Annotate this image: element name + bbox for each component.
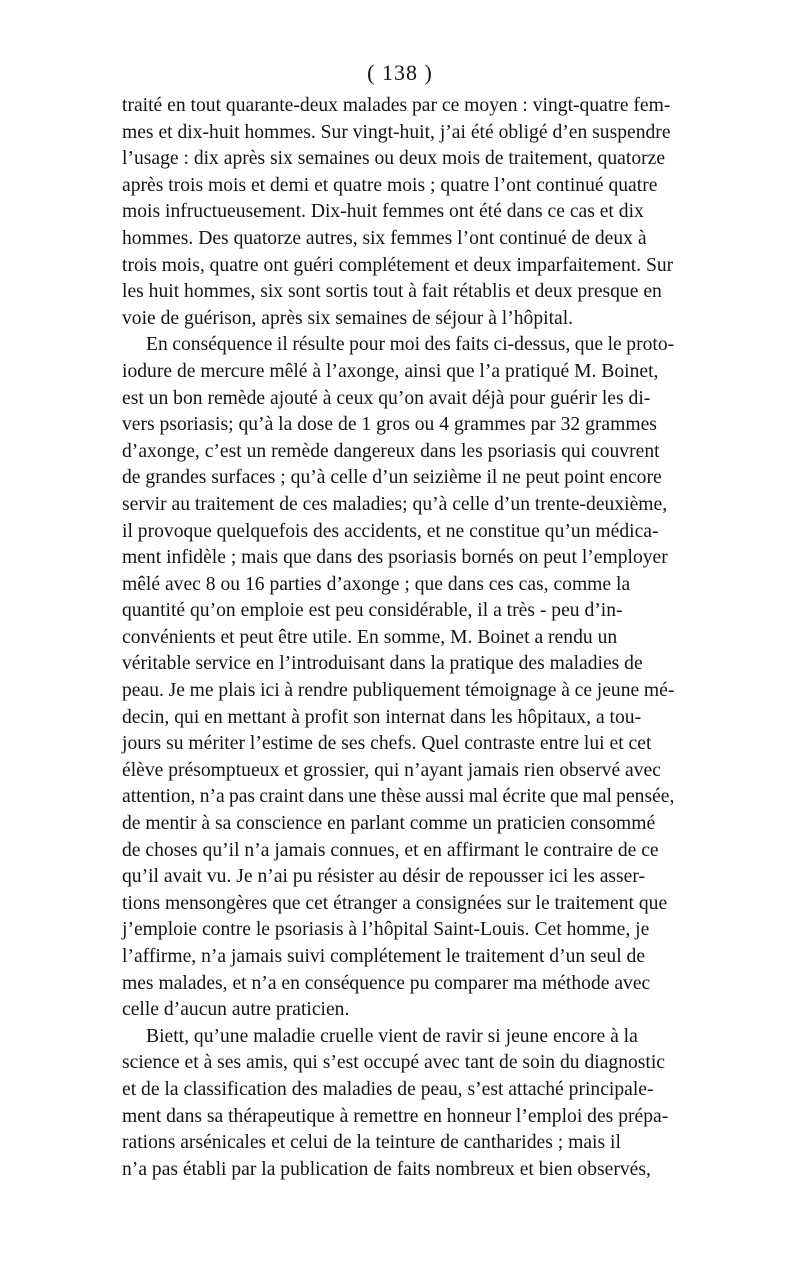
text-line: En conséquence il résulte pour moi des faits ci-dessus, que le proto-: [146, 334, 675, 356]
text-line: peau. Je me plais ici à rendre publiquement témoignage à ce jeune mé-: [122, 680, 675, 702]
text-line: voie de guérison, après six semaines de séjour à l’hôpital.: [122, 307, 574, 329]
text-line: convénients et peut être utile. En somme, M. Boinet a rendu un: [122, 626, 618, 648]
text-line: véritable service en l’introduisant dans la pratique des maladies de: [122, 653, 643, 675]
text-line: élève présomptueux et grossier, qui n’ayant jamais rien observé avec: [122, 759, 661, 781]
text-line: tions mensongères que cet étranger a consignées sur le traitement que: [122, 892, 668, 914]
text-line: les huit hommes, six sont sortis tout à fait rétablis et deux presque en: [122, 281, 662, 303]
text-line: ment dans sa thérapeutique à remettre en honneur l’emploi des prépa-: [122, 1105, 669, 1127]
text-line: de grandes surfaces ; qu’à celle d’un seizième il ne peut point encore: [122, 467, 662, 489]
text-line: vers psoriasis; qu’à la dose de 1 gros ou 4 grammes par 32 grammes: [122, 414, 657, 436]
text-line: decin, qui en mettant à profit son internat dans les hôpitaux, a tou-: [122, 706, 642, 728]
text-line: mes et dix-huit hommes. Sur vingt-huit, j’ai été obligé d’en suspendre: [122, 121, 671, 143]
text-line: attention, n’a pas craint dans une thèse aussi mal écrite que mal pensée,: [122, 786, 675, 808]
text-line: n’a pas établi par la publication de faits nombreux et bien observés,: [122, 1158, 651, 1180]
text-line: j’emploie contre le psoriasis à l’hôpital Saint-Louis. Cet homme, je: [122, 919, 650, 941]
text-line: rations arsénicales et celui de la teinture de cantharides ; mais il: [122, 1132, 621, 1154]
text-line: trois mois, quatre ont guéri complétement et deux imparfaitement. Sur: [122, 254, 674, 276]
text-line: ment infidèle ; mais que dans des psoriasis bornés on peut l’employer: [122, 547, 668, 569]
text-line: servir au traitement de ces maladies; qu’à celle d’un trente-deuxième,: [122, 493, 668, 515]
text-line: jours su mériter l’estime de ses chefs. Quel contraste entre lui et cet: [122, 733, 652, 755]
text-line: mois infructueusement. Dix-huit femmes ont été dans ce cas et dix: [122, 201, 644, 223]
text-line: celle d’aucun autre praticien.: [122, 999, 350, 1021]
text-line: science et à ses amis, qui s’est occupé avec tant de soin du diagnostic: [122, 1052, 666, 1074]
text-line: mêlé avec 8 ou 16 parties d’axonge ; que dans ces cas, comme la: [122, 573, 631, 595]
text-line: Biett, qu’une maladie cruelle vient de ravir si jeune encore à la: [146, 1025, 638, 1047]
text-line: qu’il avait vu. Je n’ai pu résister au désir de repousser ici les asser-: [122, 866, 646, 888]
text-line: et de la classification des maladies de peau, s’est attaché principale-: [122, 1078, 654, 1100]
text-line: de mentir à sa conscience en parlant comme un praticien consommé: [122, 813, 656, 835]
text-line: de choses qu’il n’a jamais connues, et en affirmant le contraire de ce: [122, 839, 659, 861]
text-line: hommes. Des quatorze autres, six femmes l’ont continué de deux à: [122, 227, 647, 249]
text-line: l’usage : dix après six semaines ou deux mois de traitement, quatorze: [122, 148, 666, 170]
text-line: d’axonge, c’est un remède dangereux dans les psoriasis qui couvrent: [122, 440, 660, 462]
text-line: iodure de mercure mêlé à l’axonge, ainsi que l’a pratiqué M. Boinet,: [122, 360, 659, 382]
text-line: il provoque quelquefois des accidents, et ne constitue qu’un médica-: [122, 520, 659, 542]
text-line: après trois mois et demi et quatre mois ; quatre l’ont continué quatre: [122, 174, 658, 196]
text-line: traité en tout quarante-deux malades par ce moyen : vingt-quatre fem-: [122, 95, 671, 116]
text-line: est un bon remède ajouté à ceux qu’on avait déjà pour guérir les di-: [122, 387, 651, 409]
text-line: l’affirme, n’a jamais suivi complétement le traitement d’un seul de: [122, 946, 646, 967]
body-text: [122, 93, 674, 1183]
page-number: ( 138 ): [367, 60, 433, 85]
text-line: mes malades, et n’a en conséquence pu comparer ma méthode avec: [122, 972, 651, 994]
text-line: quantité qu’on emploie est peu considérable, il a très - peu d’in-: [122, 600, 623, 622]
